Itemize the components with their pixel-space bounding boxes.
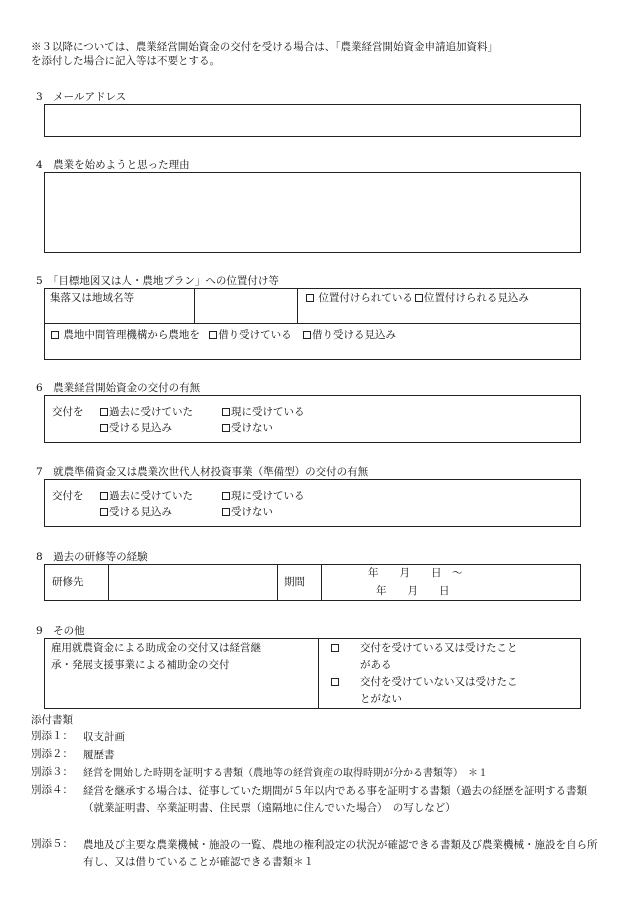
none-label: 受けない: [231, 506, 273, 518]
lease-expected-label: 借り受ける見込み: [312, 329, 397, 341]
section-8-title: 8 過去の研修等の経験: [36, 551, 148, 563]
subsidy-not-received-line-2: とがない: [360, 693, 402, 705]
training-place-input[interactable]: [109, 565, 276, 600]
start-fund-now: [222, 405, 305, 419]
now-label: 現に受けている: [231, 406, 305, 418]
now-label: 現に受けている: [231, 490, 305, 502]
section-7-title: 7 就農準備資金又は農業次世代人材投資事業（準備型）の交付の有無: [36, 466, 369, 478]
subsidy-received-line-1: 交付を受けている又は受けたこと: [360, 642, 518, 654]
expected-position-label: 位置付けられる見込み: [423, 292, 529, 304]
subsidy-line-1: 雇用就農資金による助成金の交付又は経営継: [51, 642, 261, 654]
table-divider: [297, 288, 298, 323]
past-checkbox[interactable]: [100, 492, 108, 500]
start-fund-past: [100, 405, 193, 419]
lease-expected-checkbox[interactable]: [303, 331, 311, 339]
attachment-text: 経営を開始した時期を証明する書類（農地等の経営資産の取得時期が分かる書類等） ＊１: [83, 768, 488, 779]
future-label: 受ける見込み: [109, 506, 172, 518]
start-fund-future: [100, 421, 172, 435]
lease-options: [51, 328, 396, 342]
section-9-title: 9 その他: [36, 625, 85, 637]
area-name-input[interactable]: [195, 289, 296, 322]
start-fund-none: [222, 421, 273, 435]
attachment-item: [31, 783, 596, 835]
prep-fund-none: [222, 505, 273, 519]
subsidy-received-checkbox[interactable]: [331, 644, 339, 652]
none-checkbox[interactable]: [222, 424, 230, 432]
note-line-2: を添付した場合に記入等は不要とする。: [31, 55, 220, 67]
section-6-title: 6 農業経営開始資金の交付の有無: [36, 382, 201, 394]
lease-intro-checkbox[interactable]: [51, 331, 59, 339]
subsidy-line-2: 承・発展支援事業による補助金の交付: [51, 659, 230, 671]
attachment-text: 収支計画: [83, 731, 125, 743]
training-period-end[interactable]: 年 月 日: [376, 585, 450, 597]
now-checkbox[interactable]: [222, 408, 230, 416]
reason-field[interactable]: [44, 172, 581, 253]
training-place-label: 研修先: [52, 576, 84, 588]
prep-fund-future: [100, 505, 172, 519]
attachment-item: [31, 765, 596, 782]
attachment-item: [31, 747, 596, 764]
now-checkbox[interactable]: [222, 492, 230, 500]
positioned-checkbox[interactable]: [306, 294, 314, 302]
attachment-text: 農地及び主要な農業機械・施設の一覧、農地の権利設定の状況が確認できる書類及び農業機械・施設を自ら所有し、又は借りていることが確認できる書類＊１: [83, 839, 598, 868]
future-checkbox[interactable]: [100, 508, 108, 516]
lease-intro-label: 農地中間管理機構から農地を: [63, 329, 200, 341]
subsidy-received-line-2: がある: [360, 659, 392, 671]
section-3-title: 3 メールアドレス: [36, 91, 127, 103]
past-label: 過去に受けていた: [109, 406, 193, 418]
positioned-label: 位置付けられている: [318, 292, 413, 304]
none-label: 受けない: [231, 422, 273, 434]
attachment-label: 別添３：: [31, 766, 73, 778]
expected-position-checkbox[interactable]: [415, 294, 423, 302]
leasing-label: 借り受けている: [218, 329, 292, 341]
attachment-item: [31, 837, 596, 871]
prep-fund-label: 交付を: [52, 490, 84, 502]
email-field[interactable]: [44, 104, 581, 137]
section-4-title: 4 農業を始めようと思った理由: [36, 159, 190, 171]
training-period-label: 期間: [284, 576, 305, 588]
subsidy-not-received-line-1: 交付を受けていない又は受けたこ: [360, 676, 518, 688]
plan-position-options: [306, 291, 529, 305]
prep-fund-now: [222, 489, 305, 503]
past-checkbox[interactable]: [100, 408, 108, 416]
attachment-label: 別添２：: [31, 748, 73, 760]
note-line-1: ※３以降については、農業経営開始資金の交付を受ける場合は、「農業経営開始資金申請追加資料」: [31, 41, 499, 53]
prep-fund-past: [100, 489, 193, 503]
none-checkbox[interactable]: [222, 508, 230, 516]
section-5-title: 5 「目標地図又は人・農地プラン」への位置付け等: [36, 275, 279, 287]
attachment-text: 履歴書: [83, 749, 115, 761]
table-divider: [321, 564, 322, 601]
table-divider: [318, 638, 319, 709]
start-fund-label: 交付を: [52, 406, 84, 418]
future-checkbox[interactable]: [100, 424, 108, 432]
attachment-label: 別添５：: [31, 838, 73, 850]
area-label: 集落又は地域名等: [50, 292, 134, 304]
table-divider: [277, 564, 278, 601]
subsidy-not-received-checkbox[interactable]: [331, 678, 339, 686]
attachment-label: 別添４：: [31, 784, 73, 796]
leasing-checkbox[interactable]: [209, 331, 217, 339]
table-divider: [44, 323, 581, 324]
attachment-text: 経営を継承する場合は、従事していた期間が５年以内である事を証明する書類（過去の経歴を証明する書類（就業証明書、卒業証明書、住民票（遠隔地に住んでいた場合） の写しなど）: [83, 785, 587, 814]
training-period-start[interactable]: 年 月 日 ～: [368, 567, 463, 579]
attachments-heading: 添付書類: [31, 714, 73, 726]
attachment-item: [31, 729, 596, 746]
attachment-label: 別添１：: [31, 730, 73, 742]
past-label: 過去に受けていた: [109, 490, 193, 502]
future-label: 受ける見込み: [109, 422, 172, 434]
